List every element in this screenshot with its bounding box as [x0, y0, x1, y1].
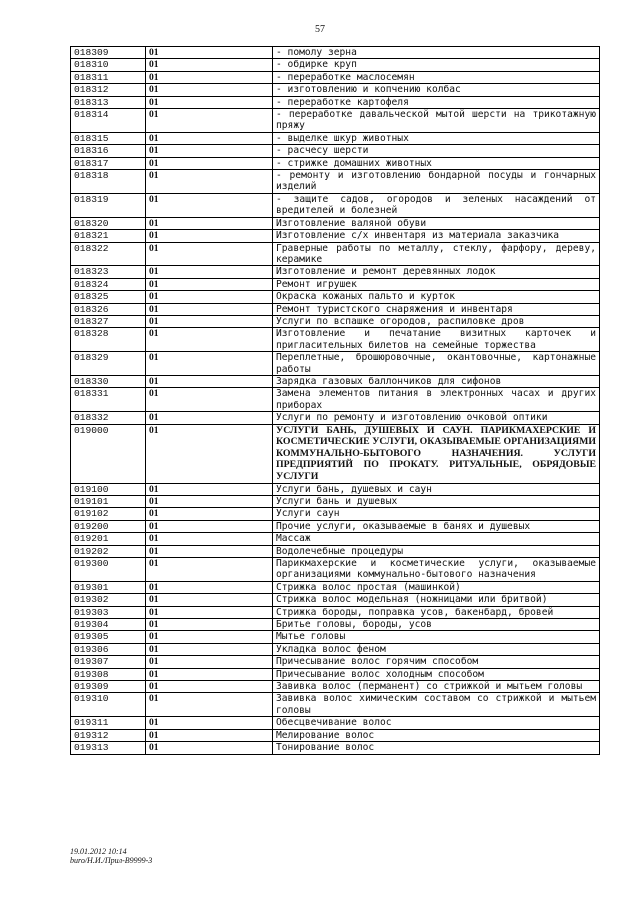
description-cell: - переработке картофеля — [273, 96, 600, 108]
subcode-cell: 01 — [146, 47, 273, 59]
footer-document-id: buro/Н.И./Прил-В9999-3 — [70, 856, 153, 865]
table-row — [71, 681, 600, 693]
code-cell: 018330 — [71, 375, 146, 387]
table-row — [71, 412, 600, 424]
description-cell: - стрижке домашних животных — [273, 157, 600, 169]
description-cell: Массаж — [273, 533, 600, 545]
description-cell: УСЛУГИ БАНЬ, ДУШЕВЫХ И САУН. ПАРИКМАХЕРСКИЕ И КОСМЕТИЧЕСКИЕ УСЛУГИ, ОКАЗЫВАЕМЫЕ ОРГАНИЗАЦИЯМИ КОММУНАЛЬНО-БЫТОВОГО НАЗНАЧЕНИЯ. УСЛУГИ ПРЕДПРИЯТИЙ ПО ПРОКАТУ. РИТУАЛЬНЫЕ, ОБРЯДОВЫЕ УСЛУГИ — [273, 424, 600, 483]
description-cell: - изготовлению и копчению колбас — [273, 84, 600, 96]
description-cell: - обдирке круп — [273, 59, 600, 71]
code-cell: 018316 — [71, 145, 146, 157]
table-row — [71, 145, 600, 157]
code-cell: 019101 — [71, 495, 146, 507]
table-row — [71, 594, 600, 606]
description-cell: Причесывание волос горячим способом — [273, 656, 600, 668]
table-row — [71, 558, 600, 582]
description-cell: Тонирование волос — [273, 742, 600, 754]
subcode-cell: 01 — [146, 157, 273, 169]
subcode-cell: 01 — [146, 352, 273, 376]
classification-table — [70, 46, 600, 755]
table-row — [71, 230, 600, 242]
description-cell: Мытье головы — [273, 631, 600, 643]
table-row — [71, 291, 600, 303]
table-row — [71, 520, 600, 532]
code-cell: 018324 — [71, 278, 146, 290]
table-row — [71, 84, 600, 96]
code-cell: 019310 — [71, 693, 146, 717]
subcode-cell: 01 — [146, 388, 273, 412]
description-cell: Услуги саун — [273, 508, 600, 520]
subcode-cell: 01 — [146, 217, 273, 229]
subcode-cell: 01 — [146, 631, 273, 643]
code-cell: 018328 — [71, 328, 146, 352]
table-row — [71, 668, 600, 680]
subcode-cell: 01 — [146, 508, 273, 520]
description-cell: Услуги бань, душевых и саун — [273, 483, 600, 495]
table-row — [71, 315, 600, 327]
code-cell: 019313 — [71, 742, 146, 754]
table-row — [71, 581, 600, 593]
table-row — [71, 217, 600, 229]
description-cell: Услуги по ремонту и изготовлению очковой оптики — [273, 412, 600, 424]
description-cell: Прочие услуги, оказываемые в банях и душевых — [273, 520, 600, 532]
table-row — [71, 495, 600, 507]
table-row — [71, 656, 600, 668]
subcode-cell: 01 — [146, 545, 273, 557]
table-row — [71, 375, 600, 387]
description-cell: Стрижка бороды, поправка усов, бакенбард, бровей — [273, 606, 600, 618]
table-row — [71, 729, 600, 741]
code-cell: 019301 — [71, 581, 146, 593]
subcode-cell: 01 — [146, 230, 273, 242]
table-row — [71, 242, 600, 266]
subcode-cell: 01 — [146, 594, 273, 606]
table-row — [71, 303, 600, 315]
description-cell: Обесцвечивание волос — [273, 717, 600, 729]
subcode-cell: 01 — [146, 681, 273, 693]
description-cell: Укладка волос феном — [273, 643, 600, 655]
table-row — [71, 352, 600, 376]
description-cell: Услуги по вспашке огородов, распиловке дров — [273, 315, 600, 327]
subcode-cell: 01 — [146, 717, 273, 729]
code-cell: 019306 — [71, 643, 146, 655]
table-row — [71, 545, 600, 557]
code-cell: 019309 — [71, 681, 146, 693]
code-cell: 018325 — [71, 291, 146, 303]
description-cell: Стрижка волос простая (машинкой) — [273, 581, 600, 593]
code-cell: 018327 — [71, 315, 146, 327]
table-row — [71, 157, 600, 169]
code-cell: 018315 — [71, 132, 146, 144]
description-cell: Парикмахерские и косметические услуги, оказываемые организациями коммунально-бытового назначения — [273, 558, 600, 582]
description-cell: - защите садов, огородов и зеленых насаждений от вредителей и болезней — [273, 193, 600, 217]
description-cell: Изготовление валяной обуви — [273, 217, 600, 229]
table-row — [71, 328, 600, 352]
subcode-cell: 01 — [146, 424, 273, 483]
subcode-cell: 01 — [146, 96, 273, 108]
table-row — [71, 717, 600, 729]
description-cell: Мелирование волос — [273, 729, 600, 741]
code-cell: 019202 — [71, 545, 146, 557]
table-row — [71, 693, 600, 717]
description-cell: - выделке шкур животных — [273, 132, 600, 144]
subcode-cell: 01 — [146, 145, 273, 157]
description-cell: - помолу зерна — [273, 47, 600, 59]
subcode-cell: 01 — [146, 742, 273, 754]
subcode-cell: 01 — [146, 533, 273, 545]
code-cell: 018313 — [71, 96, 146, 108]
code-cell: 018317 — [71, 157, 146, 169]
code-cell: 019305 — [71, 631, 146, 643]
subcode-cell: 01 — [146, 71, 273, 83]
code-cell: 018331 — [71, 388, 146, 412]
table-row — [71, 193, 600, 217]
description-cell: Окраска кожаных пальто и курток — [273, 291, 600, 303]
description-cell: - переработке маслосемян — [273, 71, 600, 83]
code-cell: 018326 — [71, 303, 146, 315]
description-cell: - переработке давальческой мытой шерсти на трикотажную пряжу — [273, 109, 600, 133]
table-row — [71, 278, 600, 290]
subcode-cell: 01 — [146, 193, 273, 217]
subcode-cell: 01 — [146, 291, 273, 303]
subcode-cell: 01 — [146, 520, 273, 532]
description-cell: Замена элементов питания в электронных часах и других приборах — [273, 388, 600, 412]
table-row — [71, 483, 600, 495]
table-row — [71, 388, 600, 412]
description-cell: Завивка волос химическим составом со стрижкой и мытьем головы — [273, 693, 600, 717]
code-cell: 019102 — [71, 508, 146, 520]
code-cell: 018320 — [71, 217, 146, 229]
table-row — [71, 606, 600, 618]
description-cell: Бритье головы, бороды, усов — [273, 619, 600, 631]
subcode-cell: 01 — [146, 303, 273, 315]
description-cell: Завивка волос (перманент) со стрижкой и мытьем головы — [273, 681, 600, 693]
description-cell: Зарядка газовых баллончиков для сифонов — [273, 375, 600, 387]
subcode-cell: 01 — [146, 315, 273, 327]
subcode-cell: 01 — [146, 729, 273, 741]
subcode-cell: 01 — [146, 656, 273, 668]
subcode-cell: 01 — [146, 412, 273, 424]
description-cell: Граверные работы по металлу, стеклу, фарфору, дереву, керамике — [273, 242, 600, 266]
table-row — [71, 508, 600, 520]
subcode-cell: 01 — [146, 59, 273, 71]
subcode-cell: 01 — [146, 242, 273, 266]
code-cell: 018311 — [71, 71, 146, 83]
code-cell: 019302 — [71, 594, 146, 606]
table-row — [71, 631, 600, 643]
table-row — [71, 71, 600, 83]
table-row — [71, 132, 600, 144]
code-cell: 018322 — [71, 242, 146, 266]
description-cell: Изготовление с/х инвентаря из материала заказчика — [273, 230, 600, 242]
subcode-cell: 01 — [146, 619, 273, 631]
code-cell: 019303 — [71, 606, 146, 618]
code-cell: 019311 — [71, 717, 146, 729]
code-cell: 018314 — [71, 109, 146, 133]
description-cell: Услуги бань и душевых — [273, 495, 600, 507]
table-row — [71, 619, 600, 631]
code-cell: 018312 — [71, 84, 146, 96]
table-row — [71, 59, 600, 71]
code-cell: 018318 — [71, 170, 146, 194]
description-cell: Переплетные, брошюровочные, окантовочные, картонажные работы — [273, 352, 600, 376]
document-footer — [70, 847, 152, 865]
subcode-cell: 01 — [146, 170, 273, 194]
description-cell: Ремонт игрушек — [273, 278, 600, 290]
subcode-cell: 01 — [146, 132, 273, 144]
subcode-cell: 01 — [146, 643, 273, 655]
footer-timestamp: 19.01.2012 10:14 — [70, 847, 127, 856]
description-cell: Ремонт туристского снаряжения и инвентаря — [273, 303, 600, 315]
description-cell: Изготовление и ремонт деревянных лодок — [273, 266, 600, 278]
description-cell: - расчесу шерсти — [273, 145, 600, 157]
subcode-cell: 01 — [146, 278, 273, 290]
subcode-cell: 01 — [146, 84, 273, 96]
code-cell: 019201 — [71, 533, 146, 545]
subcode-cell: 01 — [146, 375, 273, 387]
table-row — [71, 170, 600, 194]
code-cell: 018309 — [71, 47, 146, 59]
subcode-cell: 01 — [146, 266, 273, 278]
table-row — [71, 742, 600, 754]
table-row — [71, 643, 600, 655]
description-cell: Изготовление и печатание визитных карточек и пригласительных билетов на семейные торжества — [273, 328, 600, 352]
description-cell: - ремонту и изготовлению бондарной посуды и гончарных изделий — [273, 170, 600, 194]
description-cell: Стрижка волос модельная (ножницами или бритвой) — [273, 594, 600, 606]
subcode-cell: 01 — [146, 495, 273, 507]
subcode-cell: 01 — [146, 581, 273, 593]
description-cell: Водолечебные процедуры — [273, 545, 600, 557]
table-row — [71, 47, 600, 59]
subcode-cell: 01 — [146, 483, 273, 495]
code-cell: 018319 — [71, 193, 146, 217]
code-cell: 018310 — [71, 59, 146, 71]
subcode-cell: 01 — [146, 109, 273, 133]
subcode-cell: 01 — [146, 668, 273, 680]
code-cell: 019300 — [71, 558, 146, 582]
table-row — [71, 109, 600, 133]
table-row — [71, 424, 600, 483]
code-cell: 019200 — [71, 520, 146, 532]
code-cell: 019308 — [71, 668, 146, 680]
code-cell: 019312 — [71, 729, 146, 741]
subcode-cell: 01 — [146, 558, 273, 582]
table-body — [71, 47, 600, 755]
subcode-cell: 01 — [146, 693, 273, 717]
code-cell: 018329 — [71, 352, 146, 376]
code-cell: 019304 — [71, 619, 146, 631]
description-cell: Причесывание волос холодным способом — [273, 668, 600, 680]
page-number: 57 — [315, 24, 325, 35]
code-cell: 018332 — [71, 412, 146, 424]
code-cell: 019100 — [71, 483, 146, 495]
table-row — [71, 533, 600, 545]
table-row — [71, 96, 600, 108]
code-cell: 019000 — [71, 424, 146, 483]
table-row — [71, 266, 600, 278]
code-cell: 019307 — [71, 656, 146, 668]
code-cell: 018323 — [71, 266, 146, 278]
code-cell: 018321 — [71, 230, 146, 242]
subcode-cell: 01 — [146, 606, 273, 618]
subcode-cell: 01 — [146, 328, 273, 352]
